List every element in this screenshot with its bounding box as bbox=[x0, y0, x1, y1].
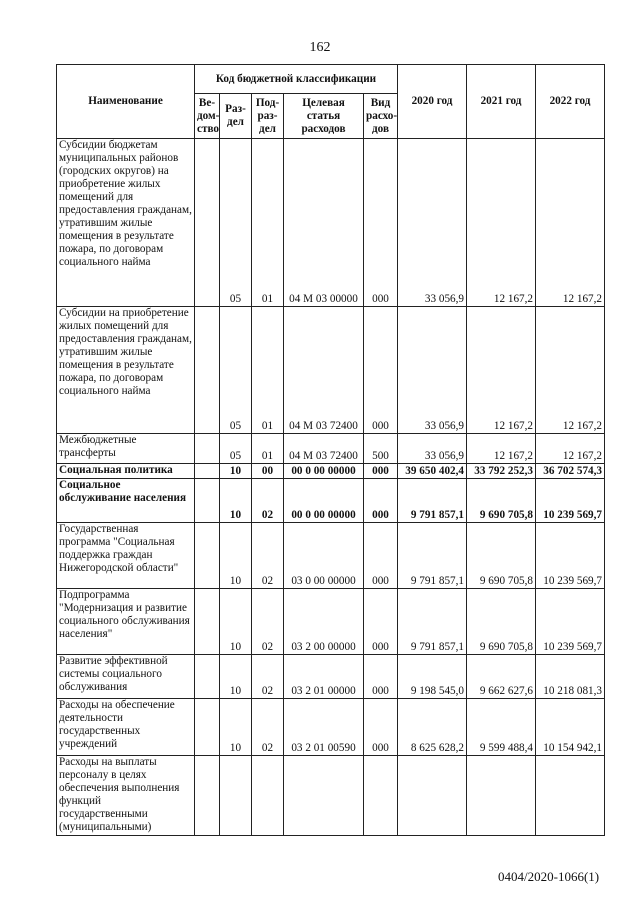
cell-vid: 000 bbox=[364, 523, 398, 589]
cell-podrazdel: 02 bbox=[252, 523, 284, 589]
cell-name: Межбюджетные трансферты bbox=[57, 434, 195, 464]
cell-y2021: 9 690 705,8 bbox=[467, 479, 536, 523]
cell-y2020: 9 198 545,0 bbox=[398, 655, 467, 699]
cell-tselevaya: 03 2 00 00000 bbox=[284, 589, 364, 655]
cell-ved bbox=[195, 434, 220, 464]
page-number: 162 bbox=[309, 40, 331, 55]
cell-podrazdel: 01 bbox=[252, 307, 284, 434]
cell-tselevaya: 04 М 03 72400 bbox=[284, 434, 364, 464]
cell-podrazdel bbox=[252, 756, 284, 836]
cell-y2022: 10 239 569,7 bbox=[536, 523, 605, 589]
cell-razdel: 05 bbox=[220, 434, 252, 464]
cell-vid bbox=[364, 756, 398, 836]
table-row bbox=[57, 434, 605, 464]
cell-podrazdel: 02 bbox=[252, 655, 284, 699]
cell-name: Социальное обслуживание населения bbox=[57, 479, 195, 523]
budget-table bbox=[56, 64, 605, 836]
cell-ved bbox=[195, 655, 220, 699]
cell-y2020: 33 056,9 bbox=[398, 434, 467, 464]
cell-ved bbox=[195, 139, 220, 307]
cell-y2020 bbox=[398, 756, 467, 836]
cell-y2022: 10 154 942,1 bbox=[536, 699, 605, 756]
table-body bbox=[57, 139, 605, 836]
cell-vid: 000 bbox=[364, 139, 398, 307]
cell-tselevaya: 04 М 03 72400 bbox=[284, 307, 364, 434]
cell-y2022: 12 167,2 bbox=[536, 434, 605, 464]
header-2021: 2021 год bbox=[467, 65, 536, 139]
table-row bbox=[57, 464, 605, 479]
cell-tselevaya: 03 2 01 00000 bbox=[284, 655, 364, 699]
cell-y2021: 9 690 705,8 bbox=[467, 589, 536, 655]
cell-ved bbox=[195, 464, 220, 479]
cell-y2022: 10 239 569,7 bbox=[536, 589, 605, 655]
header-2020: 2020 год bbox=[398, 65, 467, 139]
cell-y2022: 10 218 081,3 bbox=[536, 655, 605, 699]
cell-y2022: 10 239 569,7 bbox=[536, 479, 605, 523]
cell-ved bbox=[195, 307, 220, 434]
cell-y2021: 9 690 705,8 bbox=[467, 523, 536, 589]
cell-razdel: 10 bbox=[220, 464, 252, 479]
cell-y2020: 9 791 857,1 bbox=[398, 479, 467, 523]
header-2022: 2022 год bbox=[536, 65, 605, 139]
cell-name: Субсидии на приобретение жилых помещений для предоставления гражданам, утратившим жилые помещения в результате пожара, по договорам социального найма bbox=[57, 307, 195, 434]
table-row bbox=[57, 139, 605, 307]
cell-tselevaya bbox=[284, 756, 364, 836]
cell-y2021: 9 662 627,6 bbox=[467, 655, 536, 699]
header-classification: Код бюджетной классификации bbox=[195, 65, 398, 94]
cell-y2020: 8 625 628,2 bbox=[398, 699, 467, 756]
cell-y2020: 9 791 857,1 bbox=[398, 523, 467, 589]
cell-name: Субсидии бюджетам муниципальных районов (городских округов) на приобретение жилых помещений для предоставления гражданам, утратившим жилые помещения в результате пожара, по договорам социального найма bbox=[57, 139, 195, 307]
cell-ved bbox=[195, 756, 220, 836]
header-vid: Вид расхо- дов bbox=[364, 94, 398, 139]
cell-vid: 000 bbox=[364, 307, 398, 434]
cell-name: Социальная политика bbox=[57, 464, 195, 479]
cell-name: Расходы на обеспечение деятельности государственных учреждений bbox=[57, 699, 195, 756]
cell-vid: 500 bbox=[364, 434, 398, 464]
cell-razdel: 05 bbox=[220, 139, 252, 307]
cell-podrazdel: 00 bbox=[252, 464, 284, 479]
table-header bbox=[57, 65, 605, 139]
cell-razdel: 05 bbox=[220, 307, 252, 434]
table-row bbox=[57, 307, 605, 434]
header-name: Наименование bbox=[57, 65, 195, 139]
cell-vid: 000 bbox=[364, 464, 398, 479]
cell-tselevaya: 00 0 00 00000 bbox=[284, 479, 364, 523]
cell-y2021: 9 599 488,4 bbox=[467, 699, 536, 756]
cell-ved bbox=[195, 699, 220, 756]
cell-vid: 000 bbox=[364, 655, 398, 699]
cell-razdel: 10 bbox=[220, 523, 252, 589]
cell-razdel: 10 bbox=[220, 655, 252, 699]
cell-tselevaya: 04 М 03 00000 bbox=[284, 139, 364, 307]
table-row bbox=[57, 589, 605, 655]
cell-name: Развитие эффективной системы социального обслуживания bbox=[57, 655, 195, 699]
header-ved: Ве- дом- ство bbox=[195, 94, 220, 139]
cell-vid: 000 bbox=[364, 699, 398, 756]
table-row bbox=[57, 655, 605, 699]
cell-y2021: 12 167,2 bbox=[467, 139, 536, 307]
cell-ved bbox=[195, 589, 220, 655]
cell-razdel: 10 bbox=[220, 479, 252, 523]
cell-y2020: 9 791 857,1 bbox=[398, 589, 467, 655]
cell-y2021: 12 167,2 bbox=[467, 434, 536, 464]
cell-y2020: 39 650 402,4 bbox=[398, 464, 467, 479]
header-tselevaya: Целевая статья расходов bbox=[284, 94, 364, 139]
cell-y2022: 12 167,2 bbox=[536, 139, 605, 307]
cell-tselevaya: 03 2 01 00590 bbox=[284, 699, 364, 756]
cell-tselevaya: 03 0 00 00000 bbox=[284, 523, 364, 589]
cell-name: Расходы на выплаты персоналу в целях обеспечения выполнения функций государственными (муниципальными) bbox=[57, 756, 195, 836]
header-razdel: Раз- дел bbox=[220, 94, 252, 139]
table-row bbox=[57, 699, 605, 756]
cell-razdel: 10 bbox=[220, 589, 252, 655]
cell-y2022 bbox=[536, 756, 605, 836]
table-row bbox=[57, 523, 605, 589]
cell-razdel bbox=[220, 756, 252, 836]
cell-y2021 bbox=[467, 756, 536, 836]
cell-y2020: 33 056,9 bbox=[398, 307, 467, 434]
cell-podrazdel: 02 bbox=[252, 699, 284, 756]
cell-y2020: 33 056,9 bbox=[398, 139, 467, 307]
cell-y2022: 12 167,2 bbox=[536, 307, 605, 434]
cell-y2021: 12 167,2 bbox=[467, 307, 536, 434]
cell-razdel: 10 bbox=[220, 699, 252, 756]
header-podrazdel: Под- раз- дел bbox=[252, 94, 284, 139]
cell-ved bbox=[195, 479, 220, 523]
cell-tselevaya: 00 0 00 00000 bbox=[284, 464, 364, 479]
table-row bbox=[57, 479, 605, 523]
cell-ved bbox=[195, 523, 220, 589]
cell-podrazdel: 01 bbox=[252, 434, 284, 464]
cell-podrazdel: 02 bbox=[252, 479, 284, 523]
table-row bbox=[57, 756, 605, 836]
cell-y2021: 33 792 252,3 bbox=[467, 464, 536, 479]
cell-podrazdel: 02 bbox=[252, 589, 284, 655]
cell-y2022: 36 702 574,3 bbox=[536, 464, 605, 479]
cell-name: Подпрограмма "Модернизация и развитие социального обслуживания населения" bbox=[57, 589, 195, 655]
cell-podrazdel: 01 bbox=[252, 139, 284, 307]
cell-vid: 000 bbox=[364, 479, 398, 523]
cell-vid: 000 bbox=[364, 589, 398, 655]
cell-name: Государственная программа "Социальная поддержка граждан Нижегородской области" bbox=[57, 523, 195, 589]
document-code: 0404/2020-1066(1) bbox=[498, 869, 600, 884]
